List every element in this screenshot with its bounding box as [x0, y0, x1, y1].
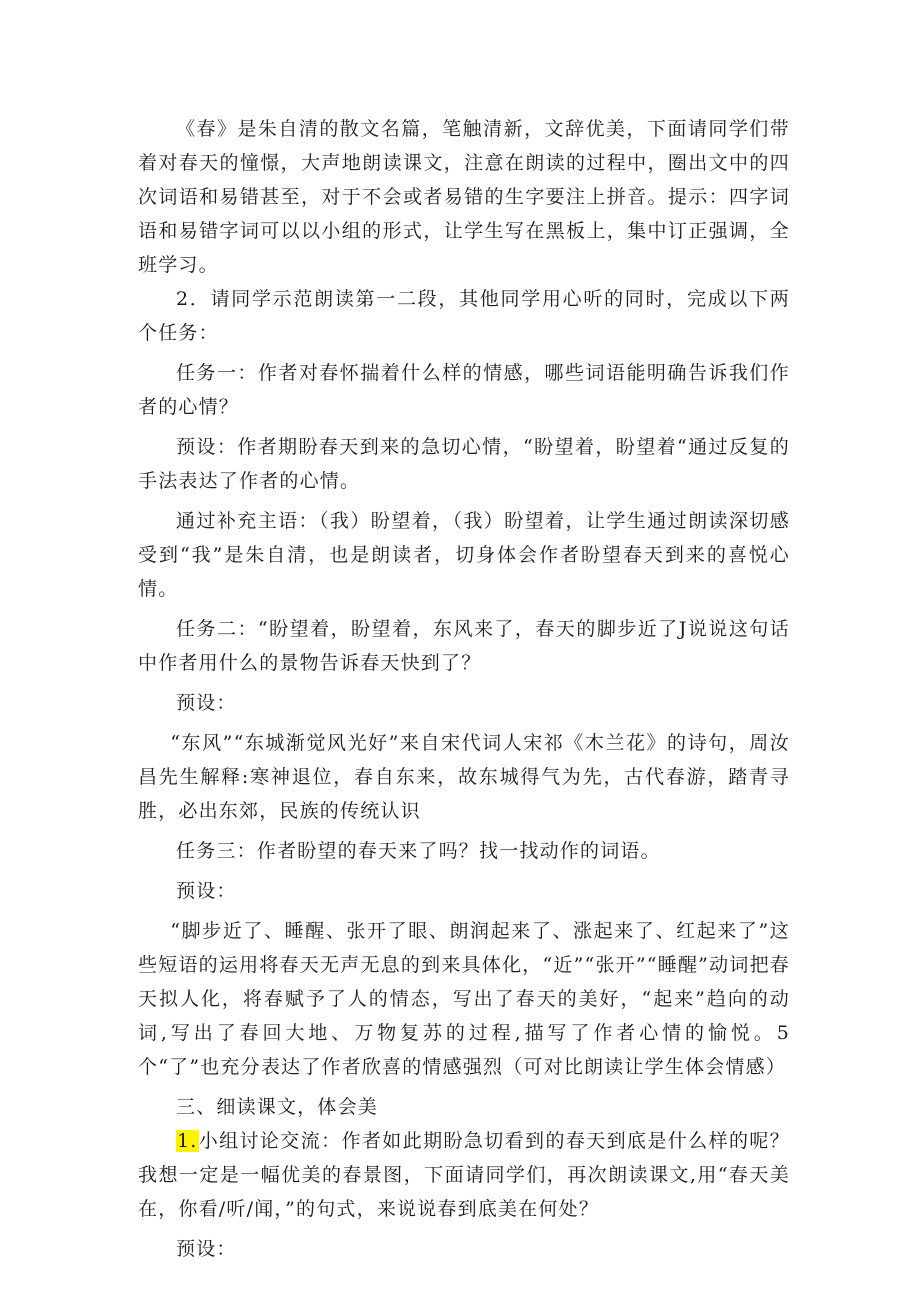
highlighted-list-number: 1. — [177, 1130, 198, 1152]
section-heading-3: 三、细读课文，体会美 — [176, 1096, 379, 1118]
paragraph-preset-1: 预设：作者期盼春天到来的急切心情，“盼望着，盼望着“通过反复的手法表达了作者的心情。 — [138, 436, 790, 492]
paragraph-intro: 《春》是朱自清的散文名篇，笔触清新，文辞优美，下面请同学们带着对春天的憧憬，大声地朗读课文，注意在朗读的过程中，圈出文中的四次词语和易错甚至，对于不会或者易错的生字要注上拼音。提示：四字词语和易错字词可以以小组的形式，让学生写在黑板上，集中订正强调，全班学习。 — [138, 118, 790, 276]
paragraph-task-3: 任务三：作者盼望的春天来了吗？找一找动作的词语。 — [176, 840, 661, 862]
paragraph-preset-label-2: 预设： — [176, 880, 237, 902]
paragraph-supplement-subject: 通过补充主语：（我）盼望着，（我）盼望着，让学生通过朗读深切感受到“我”是朱自清，也是朗读者，切身体会作者盼望春天到来的喜悦心情。 — [138, 510, 790, 600]
paragraph-task-2: 任务二：“盼望着，盼望着，东风来了，春天的脚步近了J说说这句话中作者用什么的景物告诉春天快到了？ — [138, 618, 790, 674]
paragraph-preset-label-3: 预设： — [176, 1238, 237, 1260]
paragraph-group-discussion — [138, 1124, 790, 1226]
paragraph-preset-label-1: 预设： — [176, 692, 237, 714]
document-page — [138, 112, 790, 1266]
paragraph-task-1: 任务一：作者对春怀揣着什么样的情感，哪些词语能明确告诉我们作者的心情？ — [138, 362, 790, 418]
group-discussion-text: 小组讨论交流：作者如此期盼急切看到的春天到底是什么样的呢？我想一定是一幅优美的春景图，下面请同学们，再次朗读课文,用“春天美在，你看/听/闻，”的句式，来说说春到底美在何处？ — [138, 1130, 790, 1220]
paragraph-east-wind: “东风”“东城渐觉风光好”来自宋代词人宋祁《木兰花》的诗句，周汝昌先生解释:寒神退位，春自东来，故东城得气为先，古代春游，踏青寻胜，必出东郊，民族的传统认识 — [138, 732, 790, 822]
paragraph-step-2: 2．请同学示范朗读第一二段，其他同学用心听的同时，完成以下两个任务： — [138, 288, 790, 344]
paragraph-phrases-analysis: “脚步近了、睡醒、张开了眼、朗润起来了、涨起来了、红起来了”这些短语的运用将春天无声无息的到来具体化，“近”“张开”“睡醒”动词把春天拟人化，将春赋予了人的情态，写出了春天的美好，“起来”趋向的动词,写出了春回大地、万物复苏的过程,描写了作者心情的愉悦。5个“了”也充分表达了作者欣喜的情感强烈（可对比朗读让学生体会情感） — [138, 920, 790, 1078]
